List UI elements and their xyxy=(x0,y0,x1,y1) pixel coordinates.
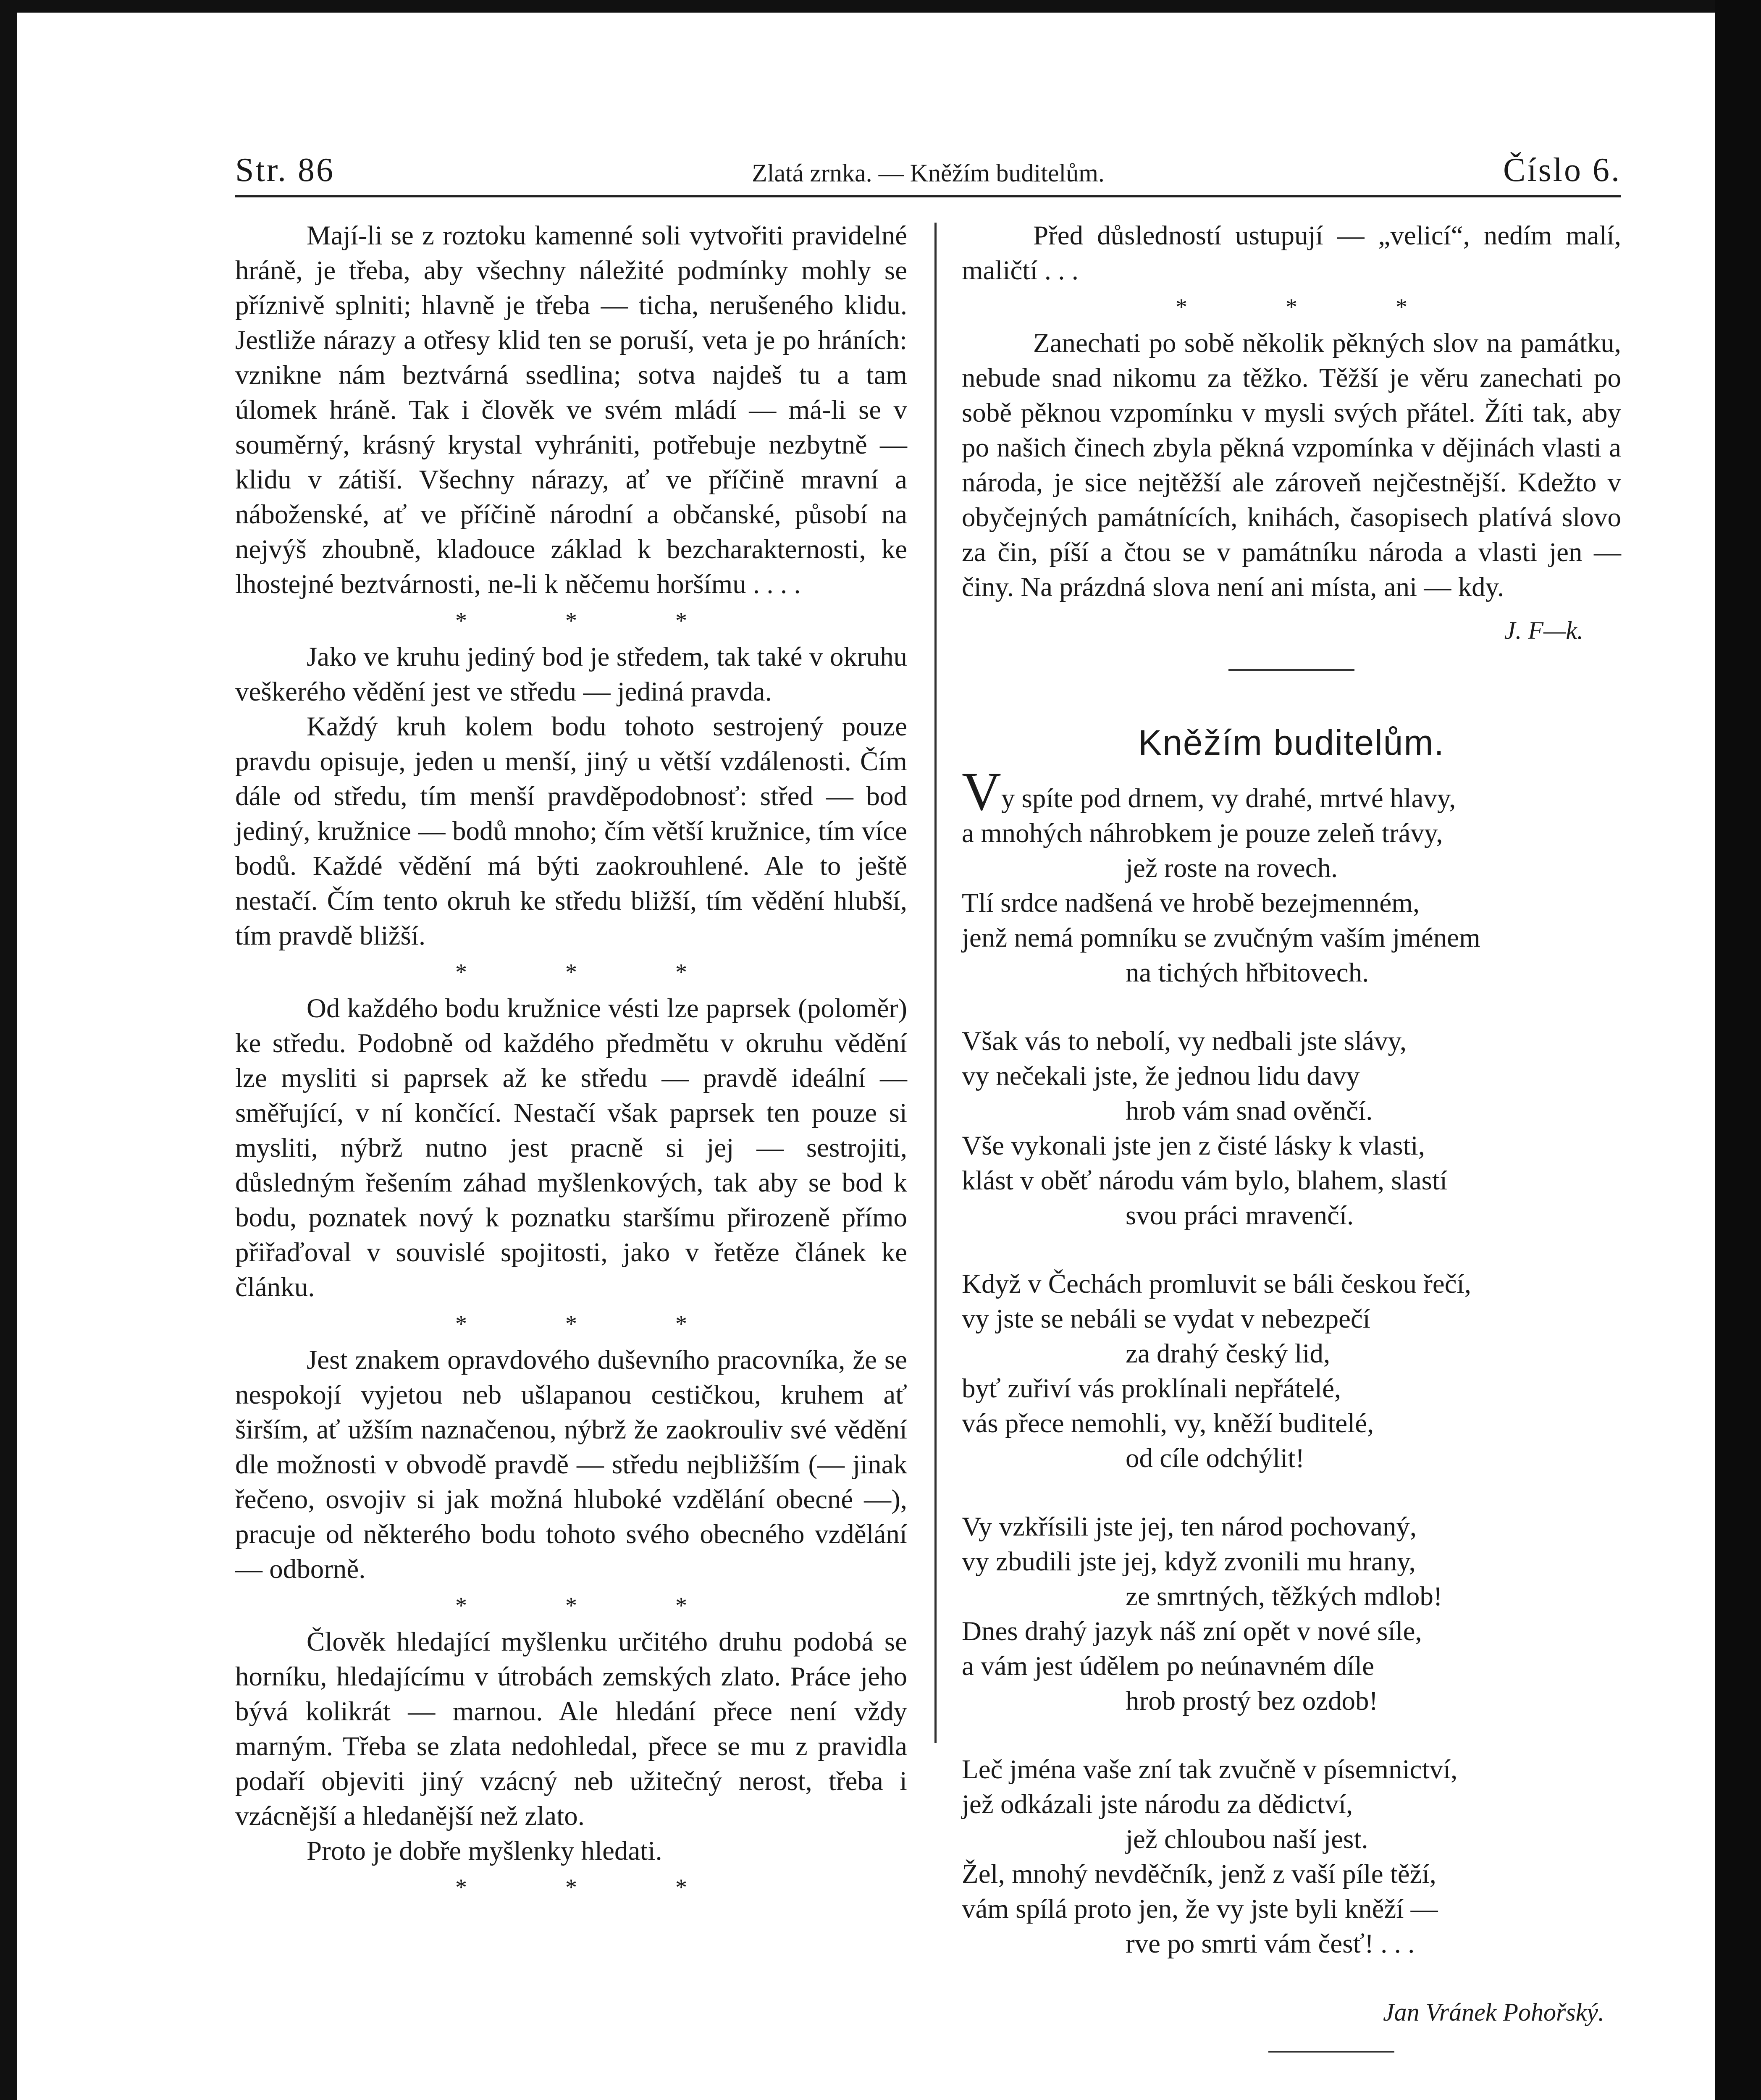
poem-title: Kněžím buditelům. xyxy=(1138,723,1445,762)
verse-line: Tlí srdce nadšená ve hrobě bezejmenném, xyxy=(962,888,1420,918)
section-separator: * * * xyxy=(455,1311,733,1337)
scan-border-top xyxy=(0,0,1761,13)
section-separator: * * * xyxy=(1176,294,1454,320)
paragraph: Každý kruh kolem bodu tohoto sestrojený pouze pravdu opisuje, jeden u menší, jiný u větší vzdálenosti. Čím dále od středu, tím menší pravděpodobnosť: střed — bod jediný, kružnice — bodů mnoho; čím větší kružnice, tím více bodů. Každé vědění má býti zaokrouhlené. Ale to ještě nestačí. Čím tento okruh ke středu bližší, tím vědění hlubší, tím pravdě bližší. xyxy=(235,711,907,951)
verse-line: vám spílá proto jen, že vy jste byli kněží — xyxy=(962,1894,1438,1924)
paragraph: Od každého bodu kružnice vésti lze paprsek (poloměr) ke středu. Podobně od každého předmětu v okruhu vědění lze mysliti si paprsek až ke středu — pravdě ideální — směřující, v ní končící. Nestačí však paprsek ten pouze si mysliti, nýbrž nutno jest pracně si jej — sestrojiti, důsledným řešením záhad myšlenkových, tak aby se bod k bodu, poznatek nový k poznatku staršímu přirozeně přímo přiřaďoval v souvislé spojitosti, jako v řetěze článek ke článku. xyxy=(235,993,907,1302)
verse-line: vy nečekali jste, že jednou lidu davy xyxy=(962,1061,1360,1091)
verse-line xyxy=(962,761,1621,822)
verse-line: jež roste na rovech. xyxy=(1126,853,1338,883)
verse-line: ze smrtných, těžkých mdlob! xyxy=(1126,1581,1443,1612)
poem-stanza xyxy=(962,761,1621,990)
verse-line: jež chloubou naší jest. xyxy=(1126,1824,1368,1854)
drop-cap: V xyxy=(962,761,1001,822)
running-title: Zlatá zrnka. — Kněžím buditelům. xyxy=(752,159,1105,187)
paragraph: Mají-li se z roztoku kamenné soli vytvořiti pravidelné hráně, je třeba, aby všechny náležité podmínky mohly se příznivě splniti; hlavně je třeba — ticha, nerušeného klidu. Jestliže nárazy a otřesy klid ten se poruší, veta je po hráních: vznikne nám beztvárná ssedlina; sotva najdeš tu a tam úlomek hráně. Tak i člověk ve svém mládí — má-li se v souměrný, krásný krystal vyhrániti, potřebuje nezbytně — klidu v zátiší. Všechny nárazy, ať ve příčině mravní a náboženské, ať ve příčině národní a občanské, působí na nejvýš zhoubně, kladouce základ k bezcharakternosti, ke lhostejné beztvárnosti, ne-li k něčemu horšímu . . . . xyxy=(235,220,907,599)
verse-line: od cíle odchýlit! xyxy=(1126,1443,1304,1473)
section-separator: * * * xyxy=(455,1874,733,1900)
verse-line: Však vás to nebolí, vy nedbali jste slávy, xyxy=(962,1026,1407,1056)
section-separator: * * * xyxy=(455,959,733,985)
page-header xyxy=(235,143,1621,193)
paragraph: Před důsledností ustupují — „velicí“, nedím malí, maličtí . . . xyxy=(962,220,1621,286)
issue-number: Číslo 6. xyxy=(1503,152,1621,189)
poem-stanza xyxy=(962,1752,1621,1961)
verse-line: a mnohých náhrobkem je pouze zeleň trávy, xyxy=(962,818,1443,848)
section-separator: * * * xyxy=(455,1593,733,1619)
poem-author: Jan Vránek Pohořský. xyxy=(1383,1998,1604,2026)
scan-border-right xyxy=(1715,0,1761,2100)
poem-stanza xyxy=(962,1509,1621,1719)
verse-line: byť zuřiví vás proklínali nepřátelé, xyxy=(962,1373,1341,1404)
article-signature: J. F—k. xyxy=(1504,617,1583,644)
page-number: Str. 86 xyxy=(235,152,335,189)
verse-line: jenž nemá pomníku se zvučným vaším jménem xyxy=(962,923,1480,953)
right-column xyxy=(962,218,1621,2053)
paragraph: Jest znakem opravdového duševního pracovníka, že se nespokojí vyjetou neb ušlapanou cestičkou, kruhem ať širším, ať užším naznačenou, nýbrž že zaokrouliv své vědění dle možnosti v obvodě pravdě — středu nejbližším (— jinak řečeno, osvojiv si jak možná hluboké vzdělání obecné —), pracuje od některého bodu tohoto svého obecného vzdělání — odborně. xyxy=(235,1345,907,1584)
verse-line: Když v Čechách promluvit se báli českou řečí, xyxy=(962,1269,1471,1299)
section-separator: * * * xyxy=(455,608,733,634)
paragraph: Zanechati po sobě několik pěkných slov na památku, nebude snad nikomu za těžko. Těžší je věru zanechati po sobě pěknou vzpomínku v mysli svých přátel. Žíti tak, aby po našich činech zbyla pěkná vzpomínka v dějinách vlasti a národa, je sice nejtěžší ale zároveň nejčestnější. Kdežto v obyčejných památnících, knihách, časopisech platívá slovo za čin, píší a čtou se v památníku národa a vlasti jen — činy. Na prázdná slova není ani místa, ani — kdy. xyxy=(962,328,1621,602)
column-divider xyxy=(934,223,937,1743)
header-rule xyxy=(235,195,1621,197)
left-column xyxy=(235,218,907,1906)
end-rule xyxy=(1228,669,1354,671)
end-rule xyxy=(1268,2051,1394,2053)
verse-line: vás přece nemohli, vy, kněží buditelé, xyxy=(962,1408,1374,1438)
paragraph: Jako ve kruhu jediný bod je středem, tak také v okruhu veškerého vědění jest ve středu — jediná pravda. xyxy=(235,642,907,707)
verse-line: za drahý český lid, xyxy=(1126,1339,1331,1369)
verse-line: rve po smrti vám česť! . . . xyxy=(1126,1929,1415,1959)
poem-stanza xyxy=(962,1267,1621,1476)
verse-line: hrob prostý bez ozdob! xyxy=(1126,1686,1378,1716)
page xyxy=(235,143,1621,2100)
paragraph: Člověk hledající myšlenku určitého druhu podobá se horníku, hledajícímu v útrobách zemských zlato. Práce jeho bývá kolikrát — marnou. Ale hledání přece není vždy marným. Třeba se zlata nedohledal, přece se mu z pravidla podaří objeviti jiný vzácný neb užitečný nerost, třeba i vzácnější a hledanější než zlato. xyxy=(235,1627,907,1831)
verse-line: vy jste se nebáli se vydat v nebezpečí xyxy=(962,1304,1370,1334)
verse-line: hrob vám snad ověnčí. xyxy=(1126,1096,1373,1126)
verse-line: a vám jest údělem po neúnavném díle xyxy=(962,1651,1374,1681)
verse-line: vy zbudili jste jej, když zvonili mu hrany, xyxy=(962,1546,1416,1577)
verse-line: Vy vzkřísili jste jej, ten národ pochovaný, xyxy=(962,1512,1417,1542)
verse-line: Vše vykonali jste jen z čisté lásky k vlasti, xyxy=(962,1131,1425,1161)
verse-line: svou práci mravenčí. xyxy=(1126,1200,1354,1231)
scan-border-left xyxy=(0,0,17,2100)
verse-line: Žel, mnohý nevděčník, jenž z vaší píle těží, xyxy=(962,1859,1436,1889)
paragraph: Proto je dobře myšlenky hledati. xyxy=(307,1836,662,1866)
verse-text: y spíte pod drnem, vy drahé, mrtvé hlavy, xyxy=(1001,783,1456,814)
verse-line: jež odkázali jste národu za dědictví, xyxy=(962,1789,1353,1819)
verse-line: klást v oběť národu vám bylo, blahem, slastí xyxy=(962,1166,1448,1196)
verse-line: na tichých hřbitovech. xyxy=(1126,958,1369,988)
poem-stanza xyxy=(962,1024,1621,1233)
verse-line: Dnes drahý jazyk náš zní opět v nové síle, xyxy=(962,1616,1422,1646)
verse-line: Leč jména vaše zní tak zvučně v písemnictví, xyxy=(962,1754,1458,1785)
